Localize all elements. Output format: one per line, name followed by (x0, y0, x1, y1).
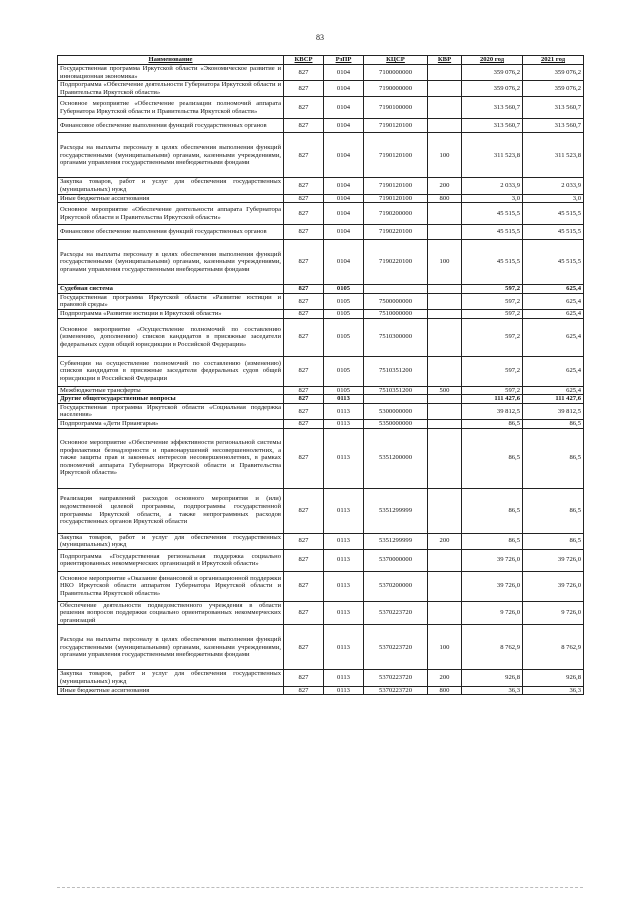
budget-table (57, 55, 584, 695)
row-name: Межбюджетные трансферты (58, 386, 284, 395)
row-kvr: 200 (428, 178, 462, 194)
row-rzpr: 0104 (324, 240, 364, 285)
row-rzpr: 0113 (324, 419, 364, 428)
row-rzpr: 0104 (324, 81, 364, 97)
row-2020: 313 560,7 (462, 119, 523, 133)
row-kvsr: 827 (284, 428, 324, 488)
row-kcsr: 7510351200 (364, 356, 428, 386)
row-kvsr: 827 (284, 97, 324, 119)
row-rzpr: 0105 (324, 285, 364, 294)
row-kcsr: 7190100000 (364, 97, 428, 119)
row-rzpr: 0105 (324, 386, 364, 395)
row-2020: 39 726,0 (462, 549, 523, 571)
row-kcsr: 5370223720 (364, 670, 428, 686)
table-row (58, 571, 584, 601)
row-kvsr: 827 (284, 686, 324, 695)
row-2020: 36,3 (462, 686, 523, 695)
row-name: Закупка товаров, работ и услуг для обеспечения государственных (муниципальных) нужд (58, 670, 284, 686)
row-kvr (428, 225, 462, 240)
table-row (58, 65, 584, 81)
table-row (58, 625, 584, 670)
header-2021: 2021 год (523, 56, 584, 65)
row-2020: 8 762,9 (462, 625, 523, 670)
row-kcsr: 5370000000 (364, 549, 428, 571)
row-2020: 597,2 (462, 285, 523, 294)
row-kvsr: 827 (284, 403, 324, 419)
row-kvr (428, 293, 462, 309)
table-row (58, 428, 584, 488)
row-2020: 597,2 (462, 386, 523, 395)
row-2021: 39 812,5 (523, 403, 584, 419)
row-kvr (428, 318, 462, 356)
row-2020: 359 076,2 (462, 81, 523, 97)
row-kcsr: 7510300000 (364, 318, 428, 356)
row-kvr (428, 119, 462, 133)
row-name: Подпрограмма «Обеспечение деятельности Губернатора Иркутской области и Правительства Иркутской области» (58, 81, 284, 97)
row-kvsr: 827 (284, 65, 324, 81)
row-kvr (428, 81, 462, 97)
row-name: Финансовое обеспечение выполнения функций государственных органов (58, 225, 284, 240)
row-2020: 597,2 (462, 309, 523, 318)
row-kcsr: 7190200000 (364, 203, 428, 225)
row-2020: 597,2 (462, 318, 523, 356)
row-2021: 86,5 (523, 533, 584, 549)
row-kvr (428, 97, 462, 119)
row-kvr: 100 (428, 240, 462, 285)
header-name: Наименование (58, 56, 284, 65)
table-row (58, 97, 584, 119)
row-2020: 111 427,6 (462, 395, 523, 404)
row-kvsr: 827 (284, 419, 324, 428)
row-name: Основное мероприятие «Осуществление полномочий по составлению (изменению, дополнению) списков кандидатов в присяжные заседатели федеральных судов общей юрисдикции в Российской Федерации» (58, 318, 284, 356)
row-name: Государственная программа Иркутской области «Развитие юстиции и правовой среды» (58, 293, 284, 309)
row-kvr (428, 309, 462, 318)
row-kvsr: 827 (284, 203, 324, 225)
row-kcsr: 5370223720 (364, 601, 428, 625)
row-kvr: 500 (428, 386, 462, 395)
row-rzpr: 0113 (324, 670, 364, 686)
row-kvsr: 827 (284, 81, 324, 97)
row-2020: 86,5 (462, 533, 523, 549)
row-2020: 39 812,5 (462, 403, 523, 419)
row-2021: 8 762,9 (523, 625, 584, 670)
table-row (58, 356, 584, 386)
row-kvr: 200 (428, 670, 462, 686)
row-kvsr: 827 (284, 549, 324, 571)
table-row (58, 419, 584, 428)
row-2021: 45 515,5 (523, 225, 584, 240)
row-kvr (428, 419, 462, 428)
row-kvr: 100 (428, 625, 462, 670)
table-header-row (58, 56, 584, 65)
row-2020: 359 076,2 (462, 65, 523, 81)
table-row (58, 670, 584, 686)
row-kvsr: 827 (284, 533, 324, 549)
row-rzpr: 0113 (324, 403, 364, 419)
row-name: Закупка товаров, работ и услуг для обеспечения государственных (муниципальных) нужд (58, 533, 284, 549)
row-kvsr: 827 (284, 625, 324, 670)
row-2021: 45 515,5 (523, 203, 584, 225)
table-row (58, 488, 584, 533)
row-2021: 39 726,0 (523, 549, 584, 571)
table-row (58, 178, 584, 194)
row-name: Подпрограмма «Государственная региональная поддержка социально ориентированных некоммерческих организаций в Иркутской области» (58, 549, 284, 571)
row-name: Основное мероприятие «Оказание финансовой и организационной поддержки НКО Иркутской области аппаратом Губернатора Иркутской области и Правительства Иркутской области» (58, 571, 284, 601)
row-kvsr: 827 (284, 240, 324, 285)
row-2021: 86,5 (523, 488, 584, 533)
row-name: Субвенции на осуществление полномочий по составлению (изменению) списков кандидатов в присяжные заседатели федеральных судов общей юрисдикции в Российской Федерации (58, 356, 284, 386)
row-kvsr: 827 (284, 133, 324, 178)
header-2020: 2020 год (462, 56, 523, 65)
table-row (58, 395, 584, 404)
table-row (58, 240, 584, 285)
row-kvsr: 827 (284, 670, 324, 686)
row-rzpr: 0105 (324, 309, 364, 318)
row-name: Основное мероприятие «Обеспечение эффективности региональной системы профилактики безнадзорности и правонарушений несовершеннолетних, а также защиты прав и законных интересов несовершеннолетних, в рамках полномочий аппарата Губернатора Иркутской области и Правительства Иркутской области» (58, 428, 284, 488)
row-2021: 625,4 (523, 356, 584, 386)
row-2021: 313 560,7 (523, 119, 584, 133)
table-row (58, 81, 584, 97)
row-2021: 625,4 (523, 293, 584, 309)
row-name: Обеспечение деятельности подведомственного учреждения в области решения вопросов поддержки социально ориентированных некоммерческих организаций (58, 601, 284, 625)
row-rzpr: 0104 (324, 194, 364, 203)
row-2020: 926,8 (462, 670, 523, 686)
row-kcsr: 5370200000 (364, 571, 428, 601)
row-2021: 3,0 (523, 194, 584, 203)
row-2020: 45 515,5 (462, 225, 523, 240)
row-name: Подпрограмма «Дети Приангарья» (58, 419, 284, 428)
row-kcsr: 7510351200 (364, 386, 428, 395)
row-2020: 45 515,5 (462, 240, 523, 285)
row-name: Реализация направлений расходов основного мероприятия и (или) ведомственной целевой программы, подпрограммы государственной программы Иркутской области, а также непрограммных расходов государственных органов Иркутской области (58, 488, 284, 533)
row-2020: 597,2 (462, 293, 523, 309)
row-kcsr: 5351200000 (364, 428, 428, 488)
row-kcsr: 7510000000 (364, 309, 428, 318)
row-kvr (428, 403, 462, 419)
row-kvr (428, 428, 462, 488)
row-rzpr: 0113 (324, 686, 364, 695)
table-row (58, 225, 584, 240)
row-name: Иные бюджетные ассигнования (58, 194, 284, 203)
row-name: Иные бюджетные ассигнования (58, 686, 284, 695)
row-2021: 45 515,5 (523, 240, 584, 285)
row-kvr (428, 601, 462, 625)
row-rzpr: 0104 (324, 133, 364, 178)
row-kcsr: 7190120100 (364, 133, 428, 178)
row-kcsr: 5300000000 (364, 403, 428, 419)
row-kvr: 800 (428, 194, 462, 203)
row-kvr (428, 203, 462, 225)
row-2021: 86,5 (523, 419, 584, 428)
row-kcsr (364, 395, 428, 404)
row-name: Расходы на выплаты персоналу в целях обеспечения выполнения функций государственными (муниципальными) органами, казенными учреждениями, органами управления государственными внебюджетными фондами (58, 625, 284, 670)
page-number: 83 (316, 33, 324, 42)
row-name: Основное мероприятие «Обеспечение деятельности аппарата Губернатора Иркутской области и Правительства Иркутской области» (58, 203, 284, 225)
row-rzpr: 0104 (324, 65, 364, 81)
row-2020: 597,2 (462, 356, 523, 386)
row-kvsr: 827 (284, 395, 324, 404)
table-row (58, 309, 584, 318)
row-2020: 86,5 (462, 488, 523, 533)
row-2021: 359 076,2 (523, 81, 584, 97)
row-rzpr: 0104 (324, 203, 364, 225)
row-2020: 3,0 (462, 194, 523, 203)
row-2021: 313 560,7 (523, 97, 584, 119)
row-2020: 311 523,8 (462, 133, 523, 178)
table-row (58, 133, 584, 178)
row-2020: 45 515,5 (462, 203, 523, 225)
row-kcsr: 7190220100 (364, 225, 428, 240)
row-kvr (428, 356, 462, 386)
row-2020: 313 560,7 (462, 97, 523, 119)
row-2021: 9 726,0 (523, 601, 584, 625)
row-kvr (428, 395, 462, 404)
row-2020: 86,5 (462, 419, 523, 428)
row-rzpr: 0113 (324, 488, 364, 533)
row-rzpr: 0105 (324, 356, 364, 386)
row-name: Другие общегосударственные вопросы (58, 395, 284, 404)
row-rzpr: 0113 (324, 571, 364, 601)
row-kcsr: 7190120100 (364, 194, 428, 203)
row-kvsr: 827 (284, 194, 324, 203)
row-kvr (428, 571, 462, 601)
row-kvsr: 827 (284, 225, 324, 240)
row-2021: 311 523,8 (523, 133, 584, 178)
row-rzpr: 0105 (324, 318, 364, 356)
row-rzpr: 0104 (324, 97, 364, 119)
row-2021: 2 033,9 (523, 178, 584, 194)
row-rzpr: 0104 (324, 225, 364, 240)
row-rzpr: 0104 (324, 178, 364, 194)
table-row (58, 403, 584, 419)
row-2021: 926,8 (523, 670, 584, 686)
table-body (58, 65, 584, 695)
table-row (58, 318, 584, 356)
page-bottom-divider (57, 887, 583, 888)
row-kcsr: 5350000000 (364, 419, 428, 428)
row-kvr: 100 (428, 133, 462, 178)
row-2020: 39 726,0 (462, 571, 523, 601)
row-kcsr: 5370223720 (364, 625, 428, 670)
row-rzpr: 0113 (324, 533, 364, 549)
header-kvsr: КВСР (284, 56, 324, 65)
row-kvsr: 827 (284, 356, 324, 386)
row-name: Основное мероприятие «Обеспечение реализации полномочий аппарата Губернатора Иркутской области и Правительства Иркутской области» (58, 97, 284, 119)
row-rzpr: 0113 (324, 395, 364, 404)
header-rzpr: РзПР (324, 56, 364, 65)
header-kvr: КВР (428, 56, 462, 65)
row-2021: 86,5 (523, 428, 584, 488)
row-kcsr: 5370223720 (364, 686, 428, 695)
row-name: Судебная система (58, 285, 284, 294)
row-name: Финансовое обеспечение выполнения функций государственных органов (58, 119, 284, 133)
row-kvr (428, 488, 462, 533)
row-kcsr (364, 285, 428, 294)
row-kcsr: 5351299999 (364, 533, 428, 549)
header-kcsr: КЦСР (364, 56, 428, 65)
row-name: Подпрограмма «Развитие юстиции в Иркутской области» (58, 309, 284, 318)
row-name: Государственная программа Иркутской области «Экономическое развитие и инновационная экономика» (58, 65, 284, 81)
table-row (58, 203, 584, 225)
row-2021: 625,4 (523, 309, 584, 318)
row-kvr (428, 285, 462, 294)
row-kvsr: 827 (284, 178, 324, 194)
row-kcsr: 7500000000 (364, 293, 428, 309)
row-rzpr: 0113 (324, 625, 364, 670)
row-kcsr: 7190120100 (364, 178, 428, 194)
row-name: Государственная программа Иркутской области «Социальная поддержка населения» (58, 403, 284, 419)
row-kvsr: 827 (284, 318, 324, 356)
row-rzpr: 0113 (324, 601, 364, 625)
row-kvsr: 827 (284, 309, 324, 318)
row-2020: 86,5 (462, 428, 523, 488)
row-kvr: 200 (428, 533, 462, 549)
row-rzpr: 0113 (324, 549, 364, 571)
row-kvsr: 827 (284, 386, 324, 395)
row-2021: 625,4 (523, 386, 584, 395)
row-kvsr: 827 (284, 285, 324, 294)
row-kcsr: 7190120100 (364, 119, 428, 133)
row-kvsr: 827 (284, 601, 324, 625)
table-row (58, 194, 584, 203)
row-kcsr: 7190000000 (364, 81, 428, 97)
row-2021: 36,3 (523, 686, 584, 695)
row-kcsr: 7190220100 (364, 240, 428, 285)
row-kvr (428, 65, 462, 81)
table-row (58, 285, 584, 294)
row-kcsr: 7100000000 (364, 65, 428, 81)
row-rzpr: 0105 (324, 293, 364, 309)
row-2021: 625,4 (523, 285, 584, 294)
row-2021: 39 726,0 (523, 571, 584, 601)
row-kvsr: 827 (284, 571, 324, 601)
row-2020: 2 033,9 (462, 178, 523, 194)
row-kvsr: 827 (284, 293, 324, 309)
row-rzpr: 0113 (324, 428, 364, 488)
table-row (58, 686, 584, 695)
row-2021: 111 427,6 (523, 395, 584, 404)
table-row (58, 119, 584, 133)
row-name: Закупка товаров, работ и услуг для обеспечения государственных (муниципальных) нужд (58, 178, 284, 194)
row-kvsr: 827 (284, 119, 324, 133)
row-kcsr: 5351299999 (364, 488, 428, 533)
table-row (58, 601, 584, 625)
table-row (58, 293, 584, 309)
row-rzpr: 0104 (324, 119, 364, 133)
row-kvr (428, 549, 462, 571)
table-row (58, 549, 584, 571)
row-name: Расходы на выплаты персоналу в целях обеспечения выполнения функций государственными (муниципальными) органами, казенными учреждениями, органами управления государственными внебюджетными фондами (58, 133, 284, 178)
row-2021: 625,4 (523, 318, 584, 356)
table-row (58, 533, 584, 549)
row-2021: 359 076,2 (523, 65, 584, 81)
row-2020: 9 726,0 (462, 601, 523, 625)
table-row (58, 386, 584, 395)
row-name: Расходы на выплаты персоналу в целях обеспечения выполнения функций государственными (муниципальными) органами, казенными учреждениями, органами управления государственными внебюджетными фондами (58, 240, 284, 285)
row-kvr: 800 (428, 686, 462, 695)
row-kvsr: 827 (284, 488, 324, 533)
